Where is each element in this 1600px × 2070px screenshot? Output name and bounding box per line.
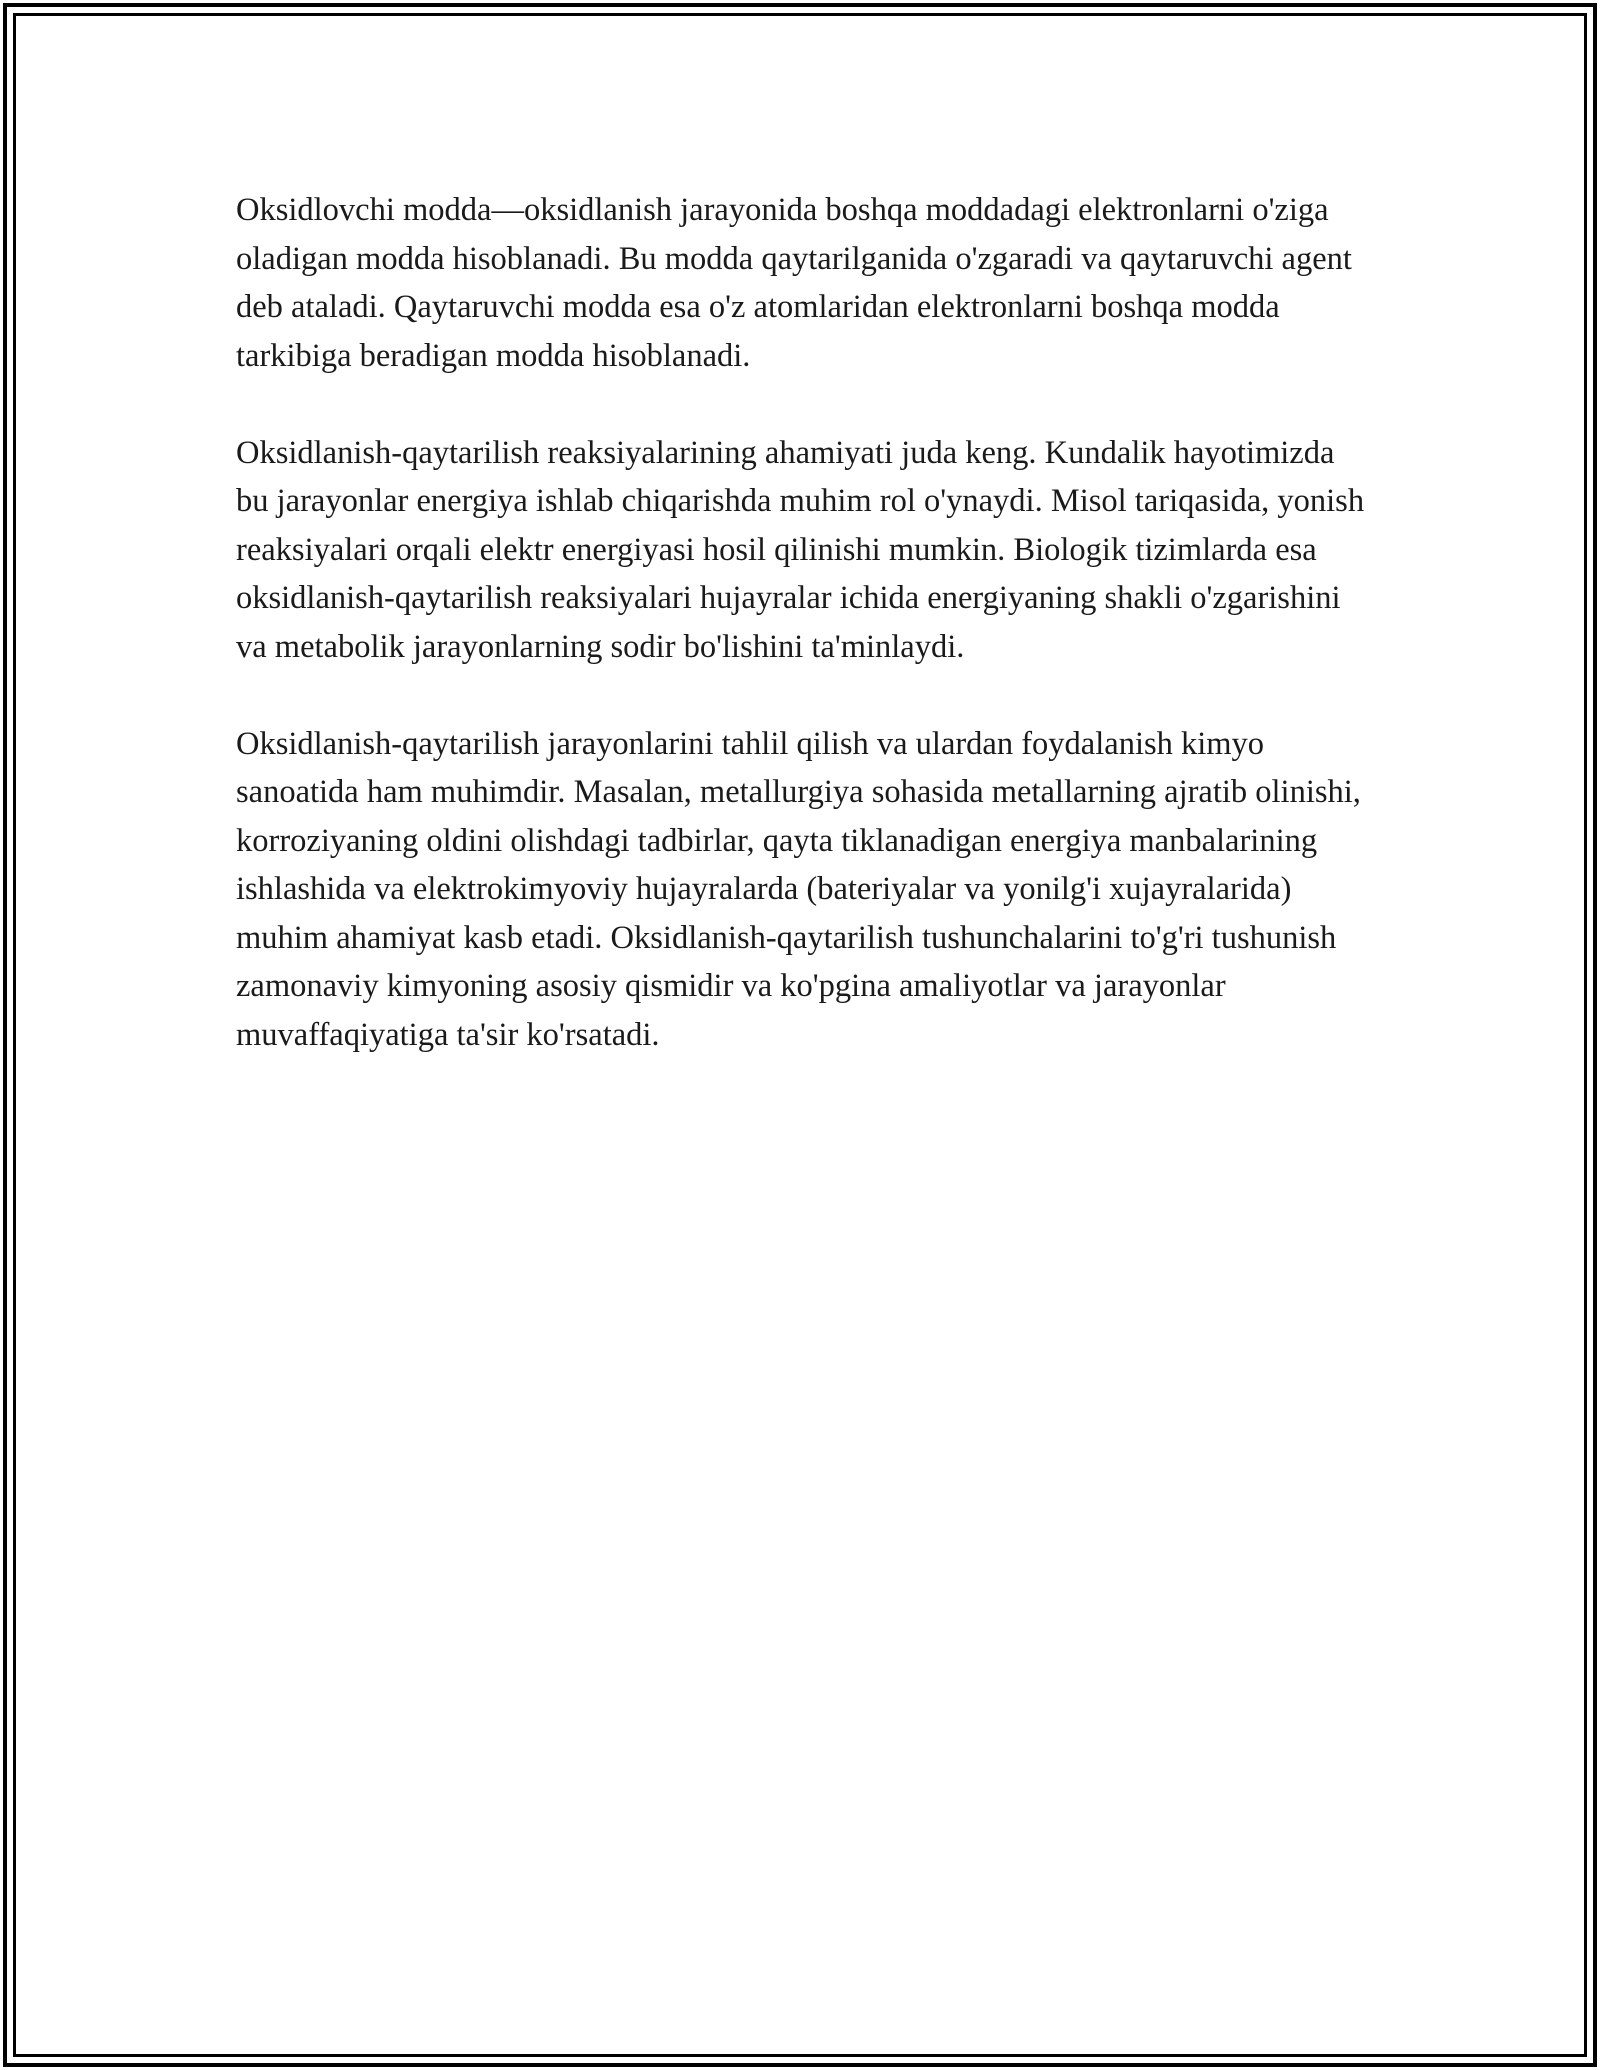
- paragraph-1: Oksidlovchi modda—oksidlanish jarayonida boshqa moddadagi elektronlarni o'ziga oladigan modda hisoblanadi. Bu modda qaytarilganida o'zgaradi va qaytaruvchi agent deb ataladi. Qaytaruvchi modda esa o'z atomlaridan elektronlarni boshqa modda tarkibiga beradigan modda hisoblanadi.: [236, 192, 1352, 374]
- paragraph-3: Oksidlanish-qaytarilish jarayonlarini tahlil qilish va ulardan foydalanish kimyo sanoatida ham muhimdir. Masalan, metallurgiya sohasida metallarning ajratib olinishi, korroziyaning oldini olishdagi tadbirlar, qayta tiklanadigan energiya manbalarining ishlashida va elektrokimyoviy hujayralarda (bateriyalar va yonilg'i xujayralarida) muhim ahamiyat kasb etadi. Oksidlanish-qaytarilish tushunchalarini to'g'ri tushunish zamonaviy kimyoning asosiy qismidir va ko'pgina amaliyotlar va jarayonlar muvaffaqiyatiga ta'sir ko'rsatadi.: [236, 725, 1361, 1053]
- paragraph-2: Oksidlanish-qaytarilish reaksiyalarining ahamiyati juda keng. Kundalik hayotimizda bu jarayonlar energiya ishlab chiqarishda muhim rol o'ynaydi. Misol tariqasida, yonish reaksiyalari orqali elektr energiyasi hosil qilinishi mumkin. Biologik tizimlarda esa oksidlanish-qaytarilish reaksiyalari hujayralar ichida energiyaning shakli o'zgarishini va metabolik jarayonlarning sodir bo'lishini ta'minlaydi.: [236, 434, 1365, 665]
- document-body: [236, 186, 1366, 1108]
